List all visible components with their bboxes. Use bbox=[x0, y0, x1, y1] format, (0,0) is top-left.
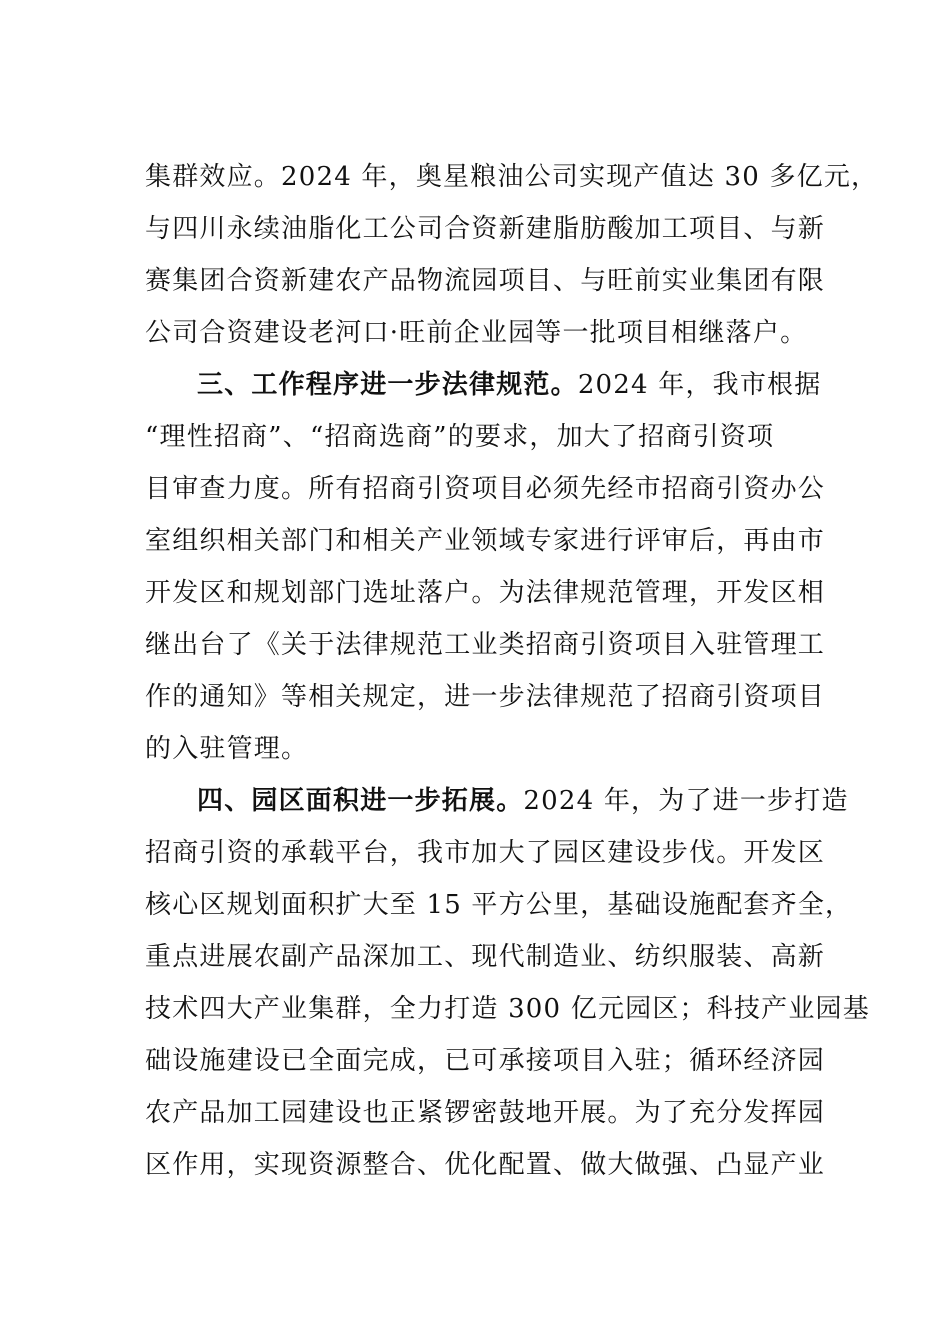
text-line: 作的通知》等相关规定，进一步法律规范了招商引资项目 bbox=[145, 682, 826, 712]
section-text: 2024 年，我市根据 bbox=[577, 370, 822, 400]
text-line: 招商引资的承载平台，我市加大了园区建设步伐。开发区 bbox=[145, 838, 826, 868]
text-line: 的入驻管理。 bbox=[145, 734, 309, 764]
text-line: 继出台了《关于法律规范工业类招商引资项目入驻管理工 bbox=[145, 630, 826, 660]
section-text: 2024 年，为了进一步打造 bbox=[523, 786, 849, 816]
section-heading: 三、工作程序进一步法律规范。 bbox=[197, 370, 578, 400]
section-four-first-line bbox=[197, 784, 849, 818]
text-line: 室组织相关部门和相关产业领域专家进行评审后，再由市 bbox=[145, 526, 826, 556]
text-line: 础设施建设已全面完成，已可承接项目入驻；循环经济园 bbox=[145, 1046, 826, 1076]
section-heading: 四、园区面积进一步拓展。 bbox=[197, 786, 524, 816]
text-line: 公司合资建设老河口·旺前企业园等一批项目相继落户。 bbox=[145, 318, 808, 348]
section-three-first-line bbox=[197, 368, 821, 402]
text-line: 与四川永续油脂化工公司合资新建脂肪酸加工项目、与新 bbox=[145, 214, 826, 244]
text-line: 集群效应。2024 年，奥星粮油公司实现产值达 30 多亿元， bbox=[145, 162, 879, 192]
text-line: 农产品加工园建设也正紧锣密鼓地开展。为了充分发挥园 bbox=[145, 1098, 826, 1128]
text-line: 目审查力度。所有招商引资项目必须先经市招商引资办公 bbox=[145, 474, 826, 504]
text-line: 技术四大产业集群，全力打造 300 亿元园区；科技产业园基 bbox=[145, 994, 870, 1024]
text-line: 区作用，实现资源整合、优化配置、做大做强、凸显产业 bbox=[145, 1150, 826, 1180]
text-line: 核心区规划面积扩大至 15 平方公里，基础设施配套齐全， bbox=[145, 890, 853, 920]
text-line: 赛集团合资新建农产品物流园项目、与旺前实业集团有限 bbox=[145, 266, 826, 296]
text-line: 开发区和规划部门选址落户。为法律规范管理，开发区相 bbox=[145, 578, 826, 608]
text-line: 重点进展农副产品深加工、现代制造业、纺织服装、高新 bbox=[145, 942, 826, 972]
text-line: “理性招商”、“招商选商”的要求，加大了招商引资项 bbox=[145, 422, 775, 452]
